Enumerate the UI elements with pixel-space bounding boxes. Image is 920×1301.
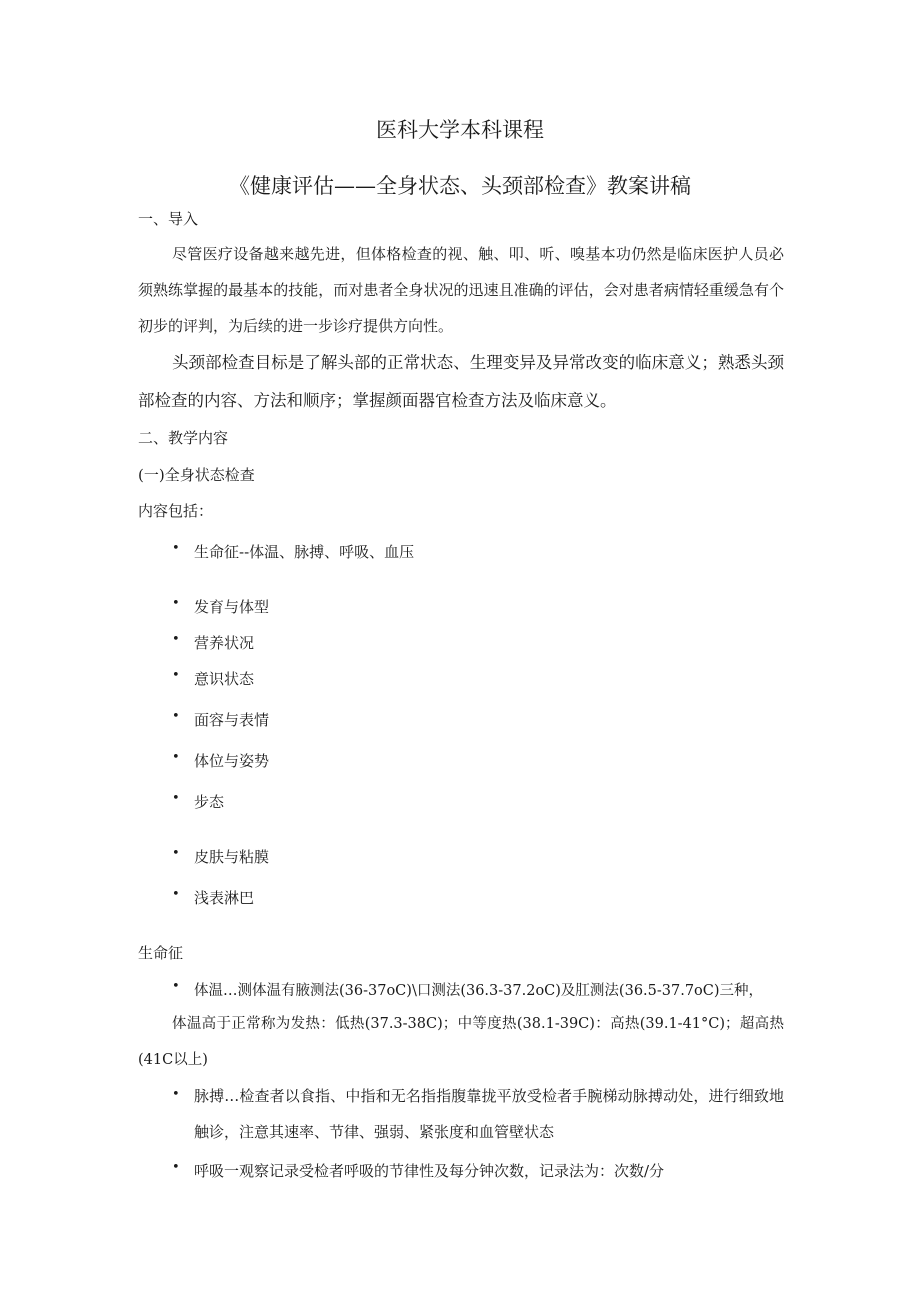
bullet-icon: • bbox=[172, 750, 180, 765]
vital-temperature-text: 体温…测体温有腋测法(36-37oC)\口测法(36.3-37.2oC)及肛测法(36.5-37.7oC)三种， bbox=[194, 983, 764, 999]
bullet-icon: • bbox=[172, 846, 180, 861]
course-title: 医科大学本科课程 bbox=[376, 118, 544, 142]
bullet-icon: • bbox=[172, 791, 180, 806]
list-item-text: 生命征--体温、脉搏、呼吸、血压 bbox=[194, 543, 415, 561]
list-item-text: 步态 bbox=[194, 793, 225, 811]
list-item-text: 浅表淋巴 bbox=[194, 889, 255, 907]
fever-paragraph: 体温高于正常称为发热：低热(37.3-38C)；中等度热(38.1-39C)：高热(39.1-41°C)；超高热(41C以上) bbox=[138, 1016, 784, 1068]
intro-paragraph-1: 尽管医疗设备越来越先进，但体格检查的视、触、叩、听、嗅基本功仍然是临床医护人员必须熟练掌握的最基本的技能，而对患者全身状况的迅速且准确的评估，会对患者病情轻重缓急有个初步的评判，为后续的进一步诊疗提供方向性。 bbox=[138, 245, 784, 335]
bullet-icon: • bbox=[172, 979, 180, 994]
bullet-icon: • bbox=[172, 668, 180, 683]
list-item-text: 面容与表情 bbox=[194, 711, 270, 729]
bullet-icon: • bbox=[172, 596, 180, 611]
vital-pulse-text: 脉搏…检查者以食指、中指和无名指指腹靠拢平放受检者手腕梯动脉搏动处，进行细致地触诊，注意其速率、节律、强弱、紧张度和血管壁状态 bbox=[194, 1087, 784, 1141]
bullet-icon: • bbox=[172, 709, 180, 724]
intro-heading: 一、导入 bbox=[138, 210, 199, 228]
list-item-text: 营养状况 bbox=[194, 634, 255, 652]
lecture-title: 《健康评估——全身状态、头颈部检查》教案讲稿 bbox=[229, 174, 691, 198]
bullet-icon: • bbox=[172, 1160, 180, 1175]
intro-paragraph-2: 头颈部检查目标是了解头部的正常状态、生理变异及异常改变的临床意义；熟悉头颈部检查的内容、方法和顺序；掌握颜面器官检查方法及临床意义。 bbox=[138, 353, 784, 410]
list-item-text: 体位与姿势 bbox=[194, 752, 270, 770]
list-item-text: 意识状态 bbox=[194, 670, 255, 688]
list-item-text: 发育与体型 bbox=[194, 598, 270, 616]
content-heading: 二、教学内容 bbox=[138, 429, 229, 447]
subsection-heading: (一)全身状态检查 bbox=[138, 466, 255, 484]
includes-label: 内容包括： bbox=[138, 502, 214, 520]
list-item-text: 皮肤与粘膜 bbox=[194, 848, 270, 866]
bullet-icon: • bbox=[172, 1087, 180, 1102]
vital-signs-heading: 生命征 bbox=[138, 944, 184, 962]
vital-respiration-text: 呼吸一观察记录受检者呼吸的节律性及每分钟次数，记录法为：次数/分 bbox=[194, 1162, 665, 1180]
bullet-icon: • bbox=[172, 632, 180, 647]
bullet-icon: • bbox=[172, 541, 180, 556]
bullet-icon: • bbox=[172, 887, 180, 902]
